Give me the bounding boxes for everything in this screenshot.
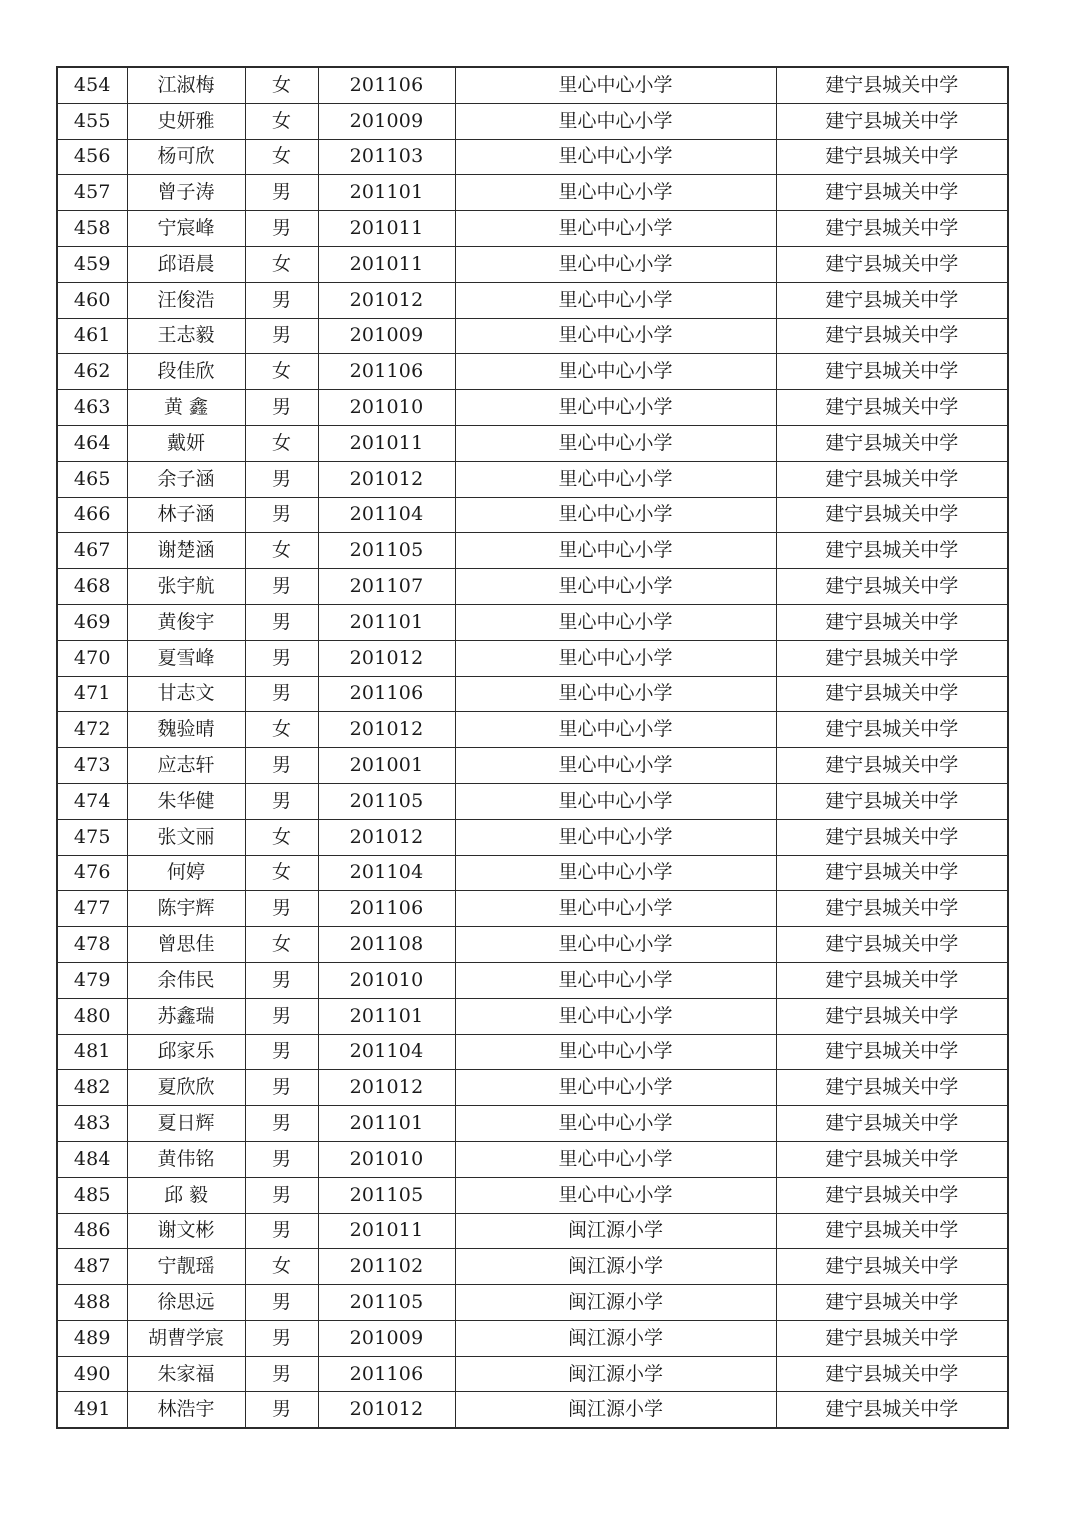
birth-month-cell: 201104 [318,1034,455,1070]
row-number-cell: 462 [57,354,127,390]
assigned-school-cell: 建宁县城关中学 [776,1392,1008,1428]
table-row [57,1249,1008,1285]
student-sex-cell: 男 [245,676,318,712]
row-number-cell: 488 [57,1285,127,1321]
birth-month-cell: 201009 [318,1320,455,1356]
student-name-cell: 江淑梅 [127,67,245,103]
student-sex-cell: 男 [245,175,318,211]
table-row [57,1213,1008,1249]
row-number-cell: 456 [57,139,127,175]
row-number-cell: 484 [57,1141,127,1177]
birth-month-cell: 201102 [318,1249,455,1285]
student-sex-cell: 男 [245,783,318,819]
table-row [57,891,1008,927]
primary-school-cell: 里心中心小学 [455,640,776,676]
table-row [57,927,1008,963]
table-row [57,676,1008,712]
assigned-school-cell: 建宁县城关中学 [776,855,1008,891]
table-row [57,390,1008,426]
assigned-school-cell: 建宁县城关中学 [776,497,1008,533]
student-sex-cell: 男 [245,891,318,927]
row-number-cell: 476 [57,855,127,891]
assigned-school-cell: 建宁县城关中学 [776,640,1008,676]
student-sex-cell: 女 [245,103,318,139]
primary-school-cell: 里心中心小学 [455,211,776,247]
student-sex-cell: 女 [245,855,318,891]
student-name-cell: 林浩宇 [127,1392,245,1428]
birth-month-cell: 201001 [318,748,455,784]
primary-school-cell: 里心中心小学 [455,103,776,139]
student-sex-cell: 男 [245,1070,318,1106]
birth-month-cell: 201103 [318,139,455,175]
table-row [57,211,1008,247]
table-row [57,819,1008,855]
assigned-school-cell: 建宁县城关中学 [776,748,1008,784]
student-name-cell: 胡曹学宸 [127,1320,245,1356]
student-sex-cell: 男 [245,1392,318,1428]
student-sex-cell: 男 [245,318,318,354]
birth-month-cell: 201106 [318,891,455,927]
student-name-cell: 夏日辉 [127,1106,245,1142]
birth-month-cell: 201101 [318,1106,455,1142]
assigned-school-cell: 建宁县城关中学 [776,1320,1008,1356]
assigned-school-cell: 建宁县城关中学 [776,1249,1008,1285]
assigned-school-cell: 建宁县城关中学 [776,211,1008,247]
birth-month-cell: 201106 [318,67,455,103]
assigned-school-cell: 建宁县城关中学 [776,1070,1008,1106]
primary-school-cell: 闽江源小学 [455,1285,776,1321]
birth-month-cell: 201011 [318,211,455,247]
student-name-cell: 宁靓瑶 [127,1249,245,1285]
student-name-cell: 夏欣欣 [127,1070,245,1106]
row-number-cell: 458 [57,211,127,247]
primary-school-cell: 闽江源小学 [455,1249,776,1285]
assigned-school-cell: 建宁县城关中学 [776,1356,1008,1392]
student-sex-cell: 男 [245,461,318,497]
roster-body [57,67,1008,1428]
birth-month-cell: 201106 [318,676,455,712]
assigned-school-cell: 建宁县城关中学 [776,891,1008,927]
primary-school-cell: 闽江源小学 [455,1320,776,1356]
row-number-cell: 475 [57,819,127,855]
row-number-cell: 481 [57,1034,127,1070]
primary-school-cell: 里心中心小学 [455,819,776,855]
row-number-cell: 455 [57,103,127,139]
primary-school-cell: 里心中心小学 [455,67,776,103]
student-name-cell: 谢文彬 [127,1213,245,1249]
table-row [57,354,1008,390]
student-roster-table [56,66,1009,1429]
primary-school-cell: 里心中心小学 [455,569,776,605]
birth-month-cell: 201105 [318,533,455,569]
assigned-school-cell: 建宁县城关中学 [776,1034,1008,1070]
student-sex-cell: 女 [245,533,318,569]
student-sex-cell: 男 [245,282,318,318]
student-name-cell: 黄 鑫 [127,390,245,426]
birth-month-cell: 201011 [318,425,455,461]
assigned-school-cell: 建宁县城关中学 [776,175,1008,211]
student-sex-cell: 女 [245,425,318,461]
student-sex-cell: 男 [245,604,318,640]
primary-school-cell: 里心中心小学 [455,533,776,569]
primary-school-cell: 里心中心小学 [455,246,776,282]
student-name-cell: 魏验晴 [127,712,245,748]
assigned-school-cell: 建宁县城关中学 [776,1285,1008,1321]
primary-school-cell: 里心中心小学 [455,676,776,712]
table-row [57,103,1008,139]
assigned-school-cell: 建宁县城关中学 [776,569,1008,605]
birth-month-cell: 201012 [318,1070,455,1106]
table-row [57,569,1008,605]
student-name-cell: 夏雪峰 [127,640,245,676]
student-sex-cell: 女 [245,67,318,103]
primary-school-cell: 里心中心小学 [455,354,776,390]
student-name-cell: 何婷 [127,855,245,891]
birth-month-cell: 201107 [318,569,455,605]
row-number-cell: 482 [57,1070,127,1106]
row-number-cell: 491 [57,1392,127,1428]
student-sex-cell: 女 [245,354,318,390]
student-name-cell: 张宇航 [127,569,245,605]
row-number-cell: 471 [57,676,127,712]
student-name-cell: 林子涵 [127,497,245,533]
assigned-school-cell: 建宁县城关中学 [776,819,1008,855]
assigned-school-cell: 建宁县城关中学 [776,139,1008,175]
birth-month-cell: 201106 [318,354,455,390]
table-row [57,461,1008,497]
student-sex-cell: 男 [245,1034,318,1070]
birth-month-cell: 201106 [318,1356,455,1392]
student-sex-cell: 男 [245,1141,318,1177]
student-sex-cell: 男 [245,497,318,533]
student-sex-cell: 女 [245,712,318,748]
student-name-cell: 应志轩 [127,748,245,784]
primary-school-cell: 闽江源小学 [455,1356,776,1392]
table-row [57,246,1008,282]
student-name-cell: 史妍雅 [127,103,245,139]
row-number-cell: 486 [57,1213,127,1249]
student-sex-cell: 男 [245,998,318,1034]
birth-month-cell: 201012 [318,712,455,748]
row-number-cell: 478 [57,927,127,963]
student-sex-cell: 女 [245,139,318,175]
table-row [57,1392,1008,1428]
table-row [57,748,1008,784]
primary-school-cell: 里心中心小学 [455,712,776,748]
row-number-cell: 467 [57,533,127,569]
table-row [57,712,1008,748]
row-number-cell: 489 [57,1320,127,1356]
student-name-cell: 邱 毅 [127,1177,245,1213]
student-name-cell: 邱家乐 [127,1034,245,1070]
assigned-school-cell: 建宁县城关中学 [776,354,1008,390]
assigned-school-cell: 建宁县城关中学 [776,318,1008,354]
birth-month-cell: 201009 [318,318,455,354]
student-name-cell: 甘志文 [127,676,245,712]
birth-month-cell: 201105 [318,1177,455,1213]
student-sex-cell: 男 [245,962,318,998]
primary-school-cell: 里心中心小学 [455,1141,776,1177]
student-name-cell: 邱语晨 [127,246,245,282]
row-number-cell: 461 [57,318,127,354]
student-name-cell: 黄俊宇 [127,604,245,640]
primary-school-cell: 里心中心小学 [455,318,776,354]
student-name-cell: 黄伟铭 [127,1141,245,1177]
row-number-cell: 454 [57,67,127,103]
assigned-school-cell: 建宁县城关中学 [776,1106,1008,1142]
row-number-cell: 472 [57,712,127,748]
row-number-cell: 483 [57,1106,127,1142]
birth-month-cell: 201108 [318,927,455,963]
assigned-school-cell: 建宁县城关中学 [776,676,1008,712]
assigned-school-cell: 建宁县城关中学 [776,1141,1008,1177]
primary-school-cell: 里心中心小学 [455,855,776,891]
row-number-cell: 473 [57,748,127,784]
assigned-school-cell: 建宁县城关中学 [776,67,1008,103]
student-sex-cell: 男 [245,1320,318,1356]
primary-school-cell: 里心中心小学 [455,962,776,998]
birth-month-cell: 201101 [318,998,455,1034]
table-row [57,282,1008,318]
birth-month-cell: 201104 [318,855,455,891]
row-number-cell: 460 [57,282,127,318]
assigned-school-cell: 建宁县城关中学 [776,604,1008,640]
assigned-school-cell: 建宁县城关中学 [776,103,1008,139]
student-name-cell: 朱华健 [127,783,245,819]
primary-school-cell: 里心中心小学 [455,1177,776,1213]
primary-school-cell: 里心中心小学 [455,604,776,640]
table-row [57,1177,1008,1213]
table-row [57,1034,1008,1070]
primary-school-cell: 闽江源小学 [455,1392,776,1428]
birth-month-cell: 201012 [318,640,455,676]
student-name-cell: 戴妍 [127,425,245,461]
student-sex-cell: 女 [245,1249,318,1285]
student-name-cell: 段佳欣 [127,354,245,390]
table-row [57,425,1008,461]
table-row [57,783,1008,819]
primary-school-cell: 里心中心小学 [455,1106,776,1142]
row-number-cell: 457 [57,175,127,211]
table-row [57,497,1008,533]
student-sex-cell: 女 [245,927,318,963]
birth-month-cell: 201101 [318,604,455,640]
table-row [57,318,1008,354]
student-sex-cell: 男 [245,1177,318,1213]
row-number-cell: 477 [57,891,127,927]
table-row [57,175,1008,211]
primary-school-cell: 里心中心小学 [455,139,776,175]
student-name-cell: 陈宇辉 [127,891,245,927]
row-number-cell: 479 [57,962,127,998]
primary-school-cell: 里心中心小学 [455,282,776,318]
assigned-school-cell: 建宁县城关中学 [776,282,1008,318]
table-row [57,533,1008,569]
table-row [57,1320,1008,1356]
row-number-cell: 468 [57,569,127,605]
table-row [57,855,1008,891]
student-sex-cell: 男 [245,569,318,605]
primary-school-cell: 里心中心小学 [455,1034,776,1070]
birth-month-cell: 201009 [318,103,455,139]
student-name-cell: 宁宸峰 [127,211,245,247]
student-name-cell: 余伟民 [127,962,245,998]
row-number-cell: 464 [57,425,127,461]
birth-month-cell: 201105 [318,783,455,819]
assigned-school-cell: 建宁县城关中学 [776,246,1008,282]
assigned-school-cell: 建宁县城关中学 [776,533,1008,569]
row-number-cell: 465 [57,461,127,497]
student-name-cell: 余子涵 [127,461,245,497]
primary-school-cell: 里心中心小学 [455,998,776,1034]
assigned-school-cell: 建宁县城关中学 [776,783,1008,819]
birth-month-cell: 201012 [318,461,455,497]
student-sex-cell: 男 [245,211,318,247]
student-name-cell: 王志毅 [127,318,245,354]
student-name-cell: 杨可欣 [127,139,245,175]
table-row [57,1106,1008,1142]
primary-school-cell: 里心中心小学 [455,1070,776,1106]
student-name-cell: 曾子涛 [127,175,245,211]
student-sex-cell: 女 [245,819,318,855]
student-sex-cell: 男 [245,390,318,426]
primary-school-cell: 里心中心小学 [455,390,776,426]
assigned-school-cell: 建宁县城关中学 [776,425,1008,461]
assigned-school-cell: 建宁县城关中学 [776,461,1008,497]
student-sex-cell: 男 [245,1106,318,1142]
row-number-cell: 487 [57,1249,127,1285]
student-name-cell: 汪俊浩 [127,282,245,318]
primary-school-cell: 闽江源小学 [455,1213,776,1249]
row-number-cell: 480 [57,998,127,1034]
row-number-cell: 485 [57,1177,127,1213]
row-number-cell: 490 [57,1356,127,1392]
primary-school-cell: 里心中心小学 [455,783,776,819]
assigned-school-cell: 建宁县城关中学 [776,927,1008,963]
birth-month-cell: 201011 [318,1213,455,1249]
student-sex-cell: 男 [245,1213,318,1249]
primary-school-cell: 里心中心小学 [455,497,776,533]
student-sex-cell: 男 [245,748,318,784]
student-name-cell: 苏鑫瑞 [127,998,245,1034]
assigned-school-cell: 建宁县城关中学 [776,390,1008,426]
student-name-cell: 徐思远 [127,1285,245,1321]
assigned-school-cell: 建宁县城关中学 [776,1213,1008,1249]
student-sex-cell: 男 [245,640,318,676]
row-number-cell: 474 [57,783,127,819]
assigned-school-cell: 建宁县城关中学 [776,712,1008,748]
student-name-cell: 谢楚涵 [127,533,245,569]
table-row [57,1356,1008,1392]
table-row [57,139,1008,175]
student-name-cell: 曾思佳 [127,927,245,963]
primary-school-cell: 里心中心小学 [455,461,776,497]
birth-month-cell: 201101 [318,175,455,211]
student-sex-cell: 男 [245,1285,318,1321]
student-name-cell: 朱家福 [127,1356,245,1392]
row-number-cell: 463 [57,390,127,426]
primary-school-cell: 里心中心小学 [455,891,776,927]
birth-month-cell: 201011 [318,246,455,282]
student-sex-cell: 女 [245,246,318,282]
table-row [57,604,1008,640]
birth-month-cell: 201104 [318,497,455,533]
table-row [57,962,1008,998]
assigned-school-cell: 建宁县城关中学 [776,1177,1008,1213]
primary-school-cell: 里心中心小学 [455,175,776,211]
birth-month-cell: 201105 [318,1285,455,1321]
primary-school-cell: 里心中心小学 [455,748,776,784]
birth-month-cell: 201010 [318,962,455,998]
row-number-cell: 470 [57,640,127,676]
birth-month-cell: 201010 [318,390,455,426]
document-page [56,66,1007,1429]
table-row [57,67,1008,103]
table-row [57,1141,1008,1177]
row-number-cell: 469 [57,604,127,640]
student-name-cell: 张文丽 [127,819,245,855]
row-number-cell: 466 [57,497,127,533]
table-row [57,640,1008,676]
birth-month-cell: 201012 [318,819,455,855]
primary-school-cell: 里心中心小学 [455,927,776,963]
table-row [57,998,1008,1034]
assigned-school-cell: 建宁县城关中学 [776,998,1008,1034]
student-sex-cell: 男 [245,1356,318,1392]
primary-school-cell: 里心中心小学 [455,425,776,461]
birth-month-cell: 201012 [318,282,455,318]
birth-month-cell: 201010 [318,1141,455,1177]
row-number-cell: 459 [57,246,127,282]
birth-month-cell: 201012 [318,1392,455,1428]
assigned-school-cell: 建宁县城关中学 [776,962,1008,998]
table-row [57,1285,1008,1321]
table-row [57,1070,1008,1106]
